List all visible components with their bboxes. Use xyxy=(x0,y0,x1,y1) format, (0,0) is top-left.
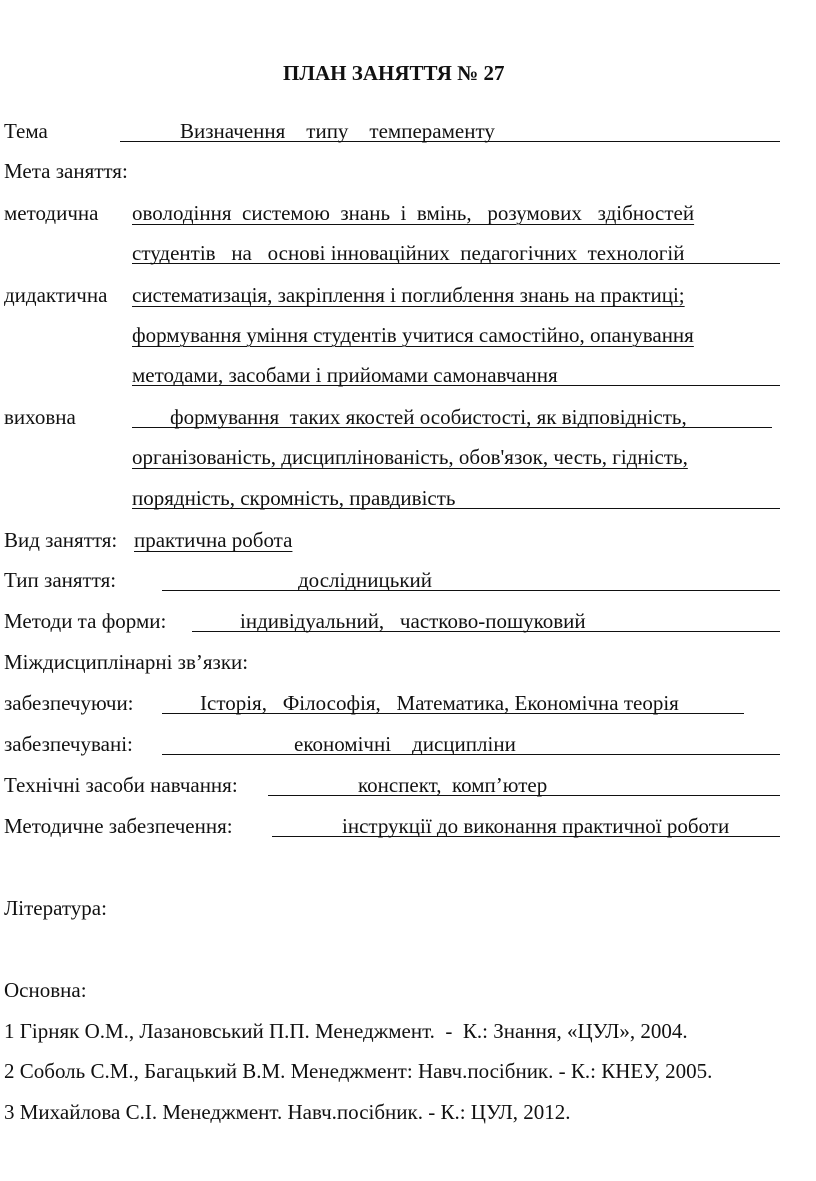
methodical-line-1: оволодіння системою знань і вмінь, розумових здібностей xyxy=(132,201,695,225)
lesson-type-value: дослідницький xyxy=(298,568,432,592)
interdisciplinary-label: Міждисциплінарні зв’язки: xyxy=(4,650,249,674)
literature-item: 1 Гірняк О.М., Лазановський П.П. Менеджмент. - К.: Знання, «ЦУЛ», 2004. xyxy=(4,1019,688,1043)
topic-label: Тема xyxy=(4,119,48,143)
providing-value: Історія, Філософія, Математика, Економічна теорія xyxy=(200,691,679,715)
topic-value: Визначення типу темпераменту xyxy=(180,119,495,143)
lesson-type-label: Тип заняття: xyxy=(4,568,117,592)
goals-label: Мета заняття: xyxy=(4,159,128,183)
didactic-line-2: формування уміння студентів учитися самостійно, опанування xyxy=(132,323,694,347)
methods-label: Методи та форми: xyxy=(4,609,167,633)
educational-label: виховна xyxy=(4,405,76,429)
provided-label: забезпечувані: xyxy=(4,732,133,756)
literature-main-label: Основна: xyxy=(4,978,87,1002)
educational-line-3: порядність, скромність, правдивість xyxy=(132,486,456,510)
literature-label: Література: xyxy=(4,896,107,920)
educational-line-1: формування таких якостей особистості, як відповідність, xyxy=(170,405,687,429)
lesson-kind-value: практична робота xyxy=(134,528,293,552)
lesson-type-underline xyxy=(162,590,780,591)
methods-value: індивідуальний, частково-пошуковий xyxy=(240,609,586,633)
technical-means-label: Технічні засоби навчання: xyxy=(4,773,238,797)
lesson-kind-label: Вид заняття: xyxy=(4,528,118,552)
didactic-line-1: систематизація, закріплення і поглиблення знань на практиці; xyxy=(132,283,685,307)
methodical-support-value: інструкції до виконання практичної роботи xyxy=(342,814,730,838)
technical-means-value: конспект, комп’ютер xyxy=(358,773,548,797)
literature-item: 3 Михайлова С.І. Менеджмент. Навч.посібник. - К.: ЦУЛ, 2012. xyxy=(4,1100,571,1124)
provided-value: економічні дисципліни xyxy=(294,732,516,756)
educational-line-2: організованість, дисциплінованість, обов'язок, честь, гідність, xyxy=(132,445,688,469)
page-title: ПЛАН ЗАНЯТТЯ № 27 xyxy=(283,61,505,85)
methodical-label: методична xyxy=(4,201,99,225)
didactic-line-3: методами, засобами і прийомами самонавчання xyxy=(132,363,558,387)
didactic-label: дидактична xyxy=(4,283,108,307)
providing-label: забезпечуючи: xyxy=(4,691,134,715)
methodical-line-2: студентів на основі інноваційних педагогічних технологій xyxy=(132,241,685,265)
methodical-support-label: Методичне забезпечення: xyxy=(4,814,233,838)
literature-item: 2 Соболь С.М., Багацький В.М. Менеджмент: Навч.посібник. - К.: КНЕУ, 2005. xyxy=(4,1059,713,1083)
